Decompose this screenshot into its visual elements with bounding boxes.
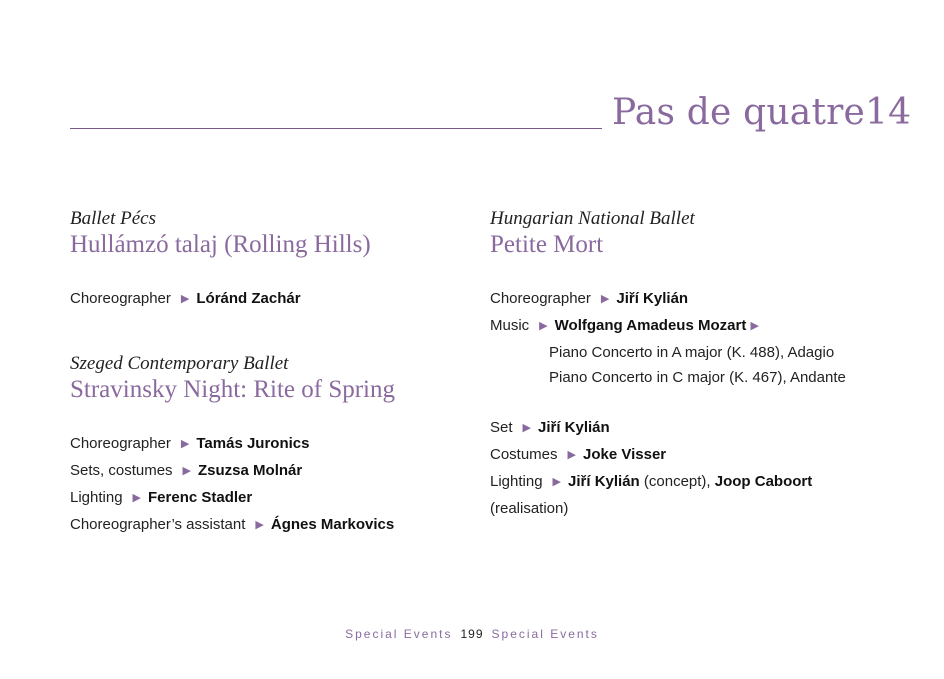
spacer [490,390,910,415]
triangle-right-icon: ▶ [255,519,264,531]
credits-list [490,286,910,521]
credit-name: Jiří Kylián [568,473,640,490]
credit-line [70,512,490,539]
credit-name: Zsuzsa Molnár [198,462,303,479]
triangle-right-icon: ▶ [180,438,190,450]
triangle-right-icon: ▶ [567,449,576,461]
triangle-right-icon: ▶ [600,293,610,305]
credit-name: Tamás Juronics [196,435,310,452]
credit-note-line: (realisation) [490,500,569,517]
work-title: Stravinsky Night: Rite of Spring [70,376,395,403]
triangle-right-icon: ▶ [750,320,759,332]
triangle-right-icon: ▶ [180,293,190,305]
page-title: Pas de quatre14 [612,92,912,133]
credit-name: Joop Caboort [714,473,813,490]
credit-name: Lóránd Zachár [196,290,301,307]
triangle-right-icon: ▶ [539,320,548,332]
program-block-szeged [70,353,490,539]
credit-name: Wolfgang Amadeus Mozart [554,317,747,334]
credit-role: Sets, costumes [70,462,173,479]
credit-line [70,431,490,458]
credit-role: Set [490,419,513,436]
credit-role: Costumes [490,446,558,463]
credit-role: Choreographer [70,435,171,452]
credit-line [490,415,910,442]
triangle-right-icon: ▶ [552,476,562,488]
company-name: Szeged Contemporary Ballet [70,353,289,374]
header-rule [70,128,602,129]
credit-name: Jiří Kylián [616,290,689,307]
credit-line [70,485,490,512]
credit-name: Ferenc Stadler [148,489,253,506]
left-column [70,208,490,539]
work-title: Hullámzó talaj (Rolling Hills) [70,231,371,258]
triangle-right-icon: ▶ [132,492,142,504]
right-column [490,208,910,521]
credit-line-lighting [490,469,910,496]
credit-name: Jiří Kylián [537,419,610,436]
work-title: Petite Mort [490,231,604,258]
credit-line-music [490,313,910,340]
footer-section-right: Special Events [491,627,599,641]
triangle-right-icon: ▶ [522,422,531,434]
credit-line [70,458,490,485]
company-name: Hungarian National Ballet [490,208,695,229]
triangle-right-icon: ▶ [182,465,192,477]
music-piece: Piano Concerto in C major (K. 467), Andante [549,369,846,386]
credits-list [70,286,490,313]
credit-role: Music [490,317,530,334]
program-block-hungarian-national-ballet [490,208,910,521]
page-number: 199 [460,627,484,641]
credits-list [70,431,490,539]
credit-line [490,286,910,313]
credit-role: Choreographer [490,290,591,307]
credit-role: Choreographer’s assistant [70,516,246,533]
credit-role: Lighting [490,473,543,490]
credit-role: Lighting [70,489,123,506]
footer-section-left: Special Events [345,627,453,641]
music-piece: Piano Concerto in A major (K. 488), Adagio [549,344,835,361]
credit-name: Joke Visser [583,446,667,463]
credit-role: Choreographer [70,290,171,307]
company-name: Ballet Pécs [70,208,156,229]
program-block-ballet-pecs [70,208,490,313]
credit-note: (concept), [639,473,715,490]
credit-line [70,286,490,313]
credit-line [490,442,910,469]
credit-name: Ágnes Markovics [270,516,395,533]
page-footer [0,627,944,641]
